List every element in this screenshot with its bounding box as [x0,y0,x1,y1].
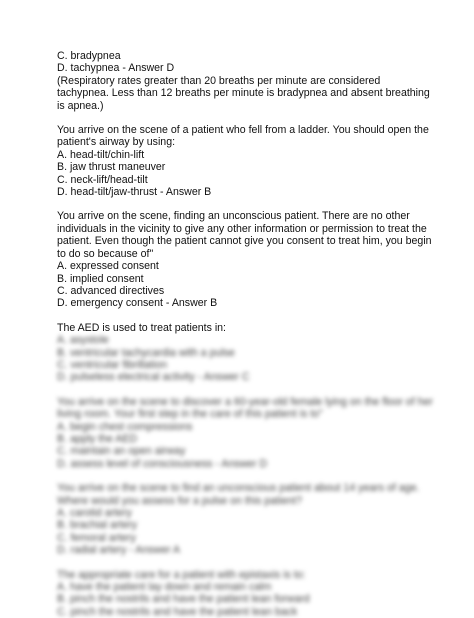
blurred-line: C. femoral artery [57,531,136,544]
blurred-line: C. pinch the nostrils and have the patient lean back [57,605,298,618]
blurred-line: living room. Your first step in the care of this patient is to" [57,408,323,421]
question-ladder [57,124,444,198]
blurred-line: C. maintain an open airway [57,445,186,458]
question-text: The AED is used to treat patients in: [57,321,227,334]
text-line: C. bradypnea [57,50,121,62]
text-line: D. tachypnea - Answer D [57,62,175,75]
question-aed [57,322,444,384]
option-d-answer: D. emergency consent - Answer B [57,297,218,310]
blurred-line: D. assess level of consciousness - Answer D [57,457,268,470]
question-text: You arrive on the scene of a patient who fell from a ladder. You should open the [57,124,429,137]
option-c: C. advanced directives [57,284,165,297]
blurred-line: B. pinch the nostrils and have the patient lean forward [57,593,310,606]
option-d-answer: D. head-tilt/jaw-thrust - Answer B [57,186,212,199]
blurred-line: You arrive on the scene to find an unconscious patient about 14 years of age. [57,482,420,495]
text-line: (Respiratory rates greater than 20 breaths per minute are considered [57,74,381,87]
text-line: tachypnea. Less than 12 breaths per minute is bradypnea and absent breathing [57,87,430,100]
option-b: B. jaw thrust maneuver [57,161,166,174]
question-consent [57,210,444,309]
blurred-line: Where would you assess for a pulse on this patient? [57,494,302,507]
blurred-line: D. radial artery - Answer A [57,544,181,557]
blurred-line: B. apply the AED [57,432,138,445]
question-epistaxis-blurred [57,569,444,618]
question-text: You arrive on the scene, finding an unconscious patient. There are no other [57,210,410,223]
question-pulse-blurred [57,482,444,556]
option-b: B. implied consent [57,272,144,285]
blurred-line: B. brachial artery [57,519,138,532]
blurred-line: You arrive on the scene to discover a 60-year-old female lying on the floor of her [57,395,433,408]
question-text: to do so because of" [57,247,154,260]
blurred-option: D. pulseless electrical activity - Answer C [57,371,250,384]
text-line: is apnea.) [57,99,104,112]
blurred-option: B. ventricular tachycardia with a pulse [57,346,235,359]
option-a: A. head-tilt/chin-lift [57,148,145,161]
question-text: patient. Even though the patient cannot give you consent to treat him, you begin [57,235,432,248]
blurred-line: A. have the patient lay down and remain calm [57,581,272,594]
blurred-line: A. begin chest compressions [57,420,193,433]
question-cpr-blurred [57,396,444,470]
blurred-line: A. carotid artery [57,507,132,519]
option-c: C. neck-lift/head-tilt [57,173,148,186]
top-answer-block [57,50,444,112]
blurred-option: A. asystole [57,334,109,347]
question-text: individuals in the vicinity to give any other information or permission to treat the [57,222,427,235]
option-a: A. expressed consent [57,260,159,273]
blurred-option: C. ventricular fibrillation [57,358,168,371]
question-text: patient's airway by using: [57,136,176,149]
blurred-line: The appropriate care for a patient with epistaxis is to: [57,568,306,581]
